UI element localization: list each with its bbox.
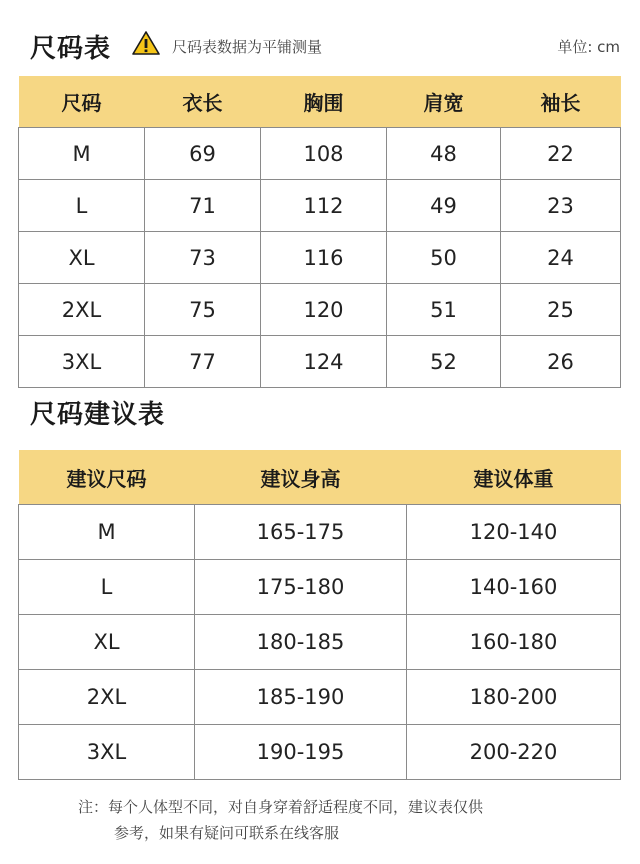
column-header: 建议体重 — [407, 450, 621, 505]
table-cell: 160-180 — [407, 615, 621, 670]
table-row — [19, 232, 621, 284]
footnote-line: 注：每个人体型不同，对自身穿着舒适程度不同，建议表仅供 — [78, 798, 484, 816]
unit-label: 单位: cm — [557, 38, 620, 56]
table-cell: 73 — [145, 232, 261, 284]
table-cell: M — [19, 505, 195, 560]
table-row — [19, 180, 621, 232]
table-cell: 2XL — [19, 284, 145, 336]
table-row — [19, 725, 621, 780]
table-row — [19, 128, 621, 180]
table-cell: 49 — [387, 180, 501, 232]
column-header: 衣长 — [145, 76, 261, 128]
table-cell: L — [19, 180, 145, 232]
column-header: 胸围 — [261, 76, 387, 128]
table-cell: 48 — [387, 128, 501, 180]
table-cell: 75 — [145, 284, 261, 336]
table-cell: 3XL — [19, 725, 195, 780]
table-cell: M — [19, 128, 145, 180]
table-row — [19, 670, 621, 725]
column-header: 肩宽 — [387, 76, 501, 128]
table-cell: 200-220 — [407, 725, 621, 780]
table-cell: 24 — [501, 232, 621, 284]
footnote-line: 参考，如果有疑问可联系在线客服 — [114, 824, 340, 842]
table-cell: 3XL — [19, 336, 145, 388]
table-cell: 190-195 — [195, 725, 407, 780]
table-cell: 180-185 — [195, 615, 407, 670]
table-cell: 120 — [261, 284, 387, 336]
table-cell: 52 — [387, 336, 501, 388]
table-cell: 69 — [145, 128, 261, 180]
table-cell: XL — [19, 232, 145, 284]
size-chart-header — [30, 24, 620, 64]
table-cell: 51 — [387, 284, 501, 336]
table-cell: 116 — [261, 232, 387, 284]
table-cell: 22 — [501, 128, 621, 180]
table-cell: 25 — [501, 284, 621, 336]
table-cell: 108 — [261, 128, 387, 180]
column-header: 袖长 — [501, 76, 621, 128]
table-row — [19, 336, 621, 388]
table-header-row — [19, 450, 621, 505]
warning-triangle-icon — [132, 30, 160, 56]
size-chart-title: 尺码表 — [30, 34, 112, 64]
table-header-row — [19, 76, 621, 128]
table-cell: 185-190 — [195, 670, 407, 725]
table-cell: L — [19, 560, 195, 615]
table-cell: 120-140 — [407, 505, 621, 560]
column-header: 建议尺码 — [19, 450, 195, 505]
table-cell: 175-180 — [195, 560, 407, 615]
table-cell: 112 — [261, 180, 387, 232]
footnote — [78, 794, 578, 846]
column-header: 建议身高 — [195, 450, 407, 505]
table-row — [19, 505, 621, 560]
table-cell: 26 — [501, 336, 621, 388]
measurement-note: 尺码表数据为平铺测量 — [172, 38, 323, 56]
recommend-chart-title: 尺码建议表 — [30, 400, 166, 430]
table-cell: 180-200 — [407, 670, 621, 725]
table-row — [19, 560, 621, 615]
table-cell: XL — [19, 615, 195, 670]
size-chart-table — [18, 76, 621, 388]
table-cell: 77 — [145, 336, 261, 388]
table-cell: 165-175 — [195, 505, 407, 560]
table-row — [19, 615, 621, 670]
table-cell: 50 — [387, 232, 501, 284]
table-cell: 140-160 — [407, 560, 621, 615]
table-cell: 23 — [501, 180, 621, 232]
table-cell: 2XL — [19, 670, 195, 725]
table-cell: 71 — [145, 180, 261, 232]
table-row — [19, 284, 621, 336]
recommend-chart-table — [18, 450, 621, 780]
column-header: 尺码 — [19, 76, 145, 128]
table-cell: 124 — [261, 336, 387, 388]
